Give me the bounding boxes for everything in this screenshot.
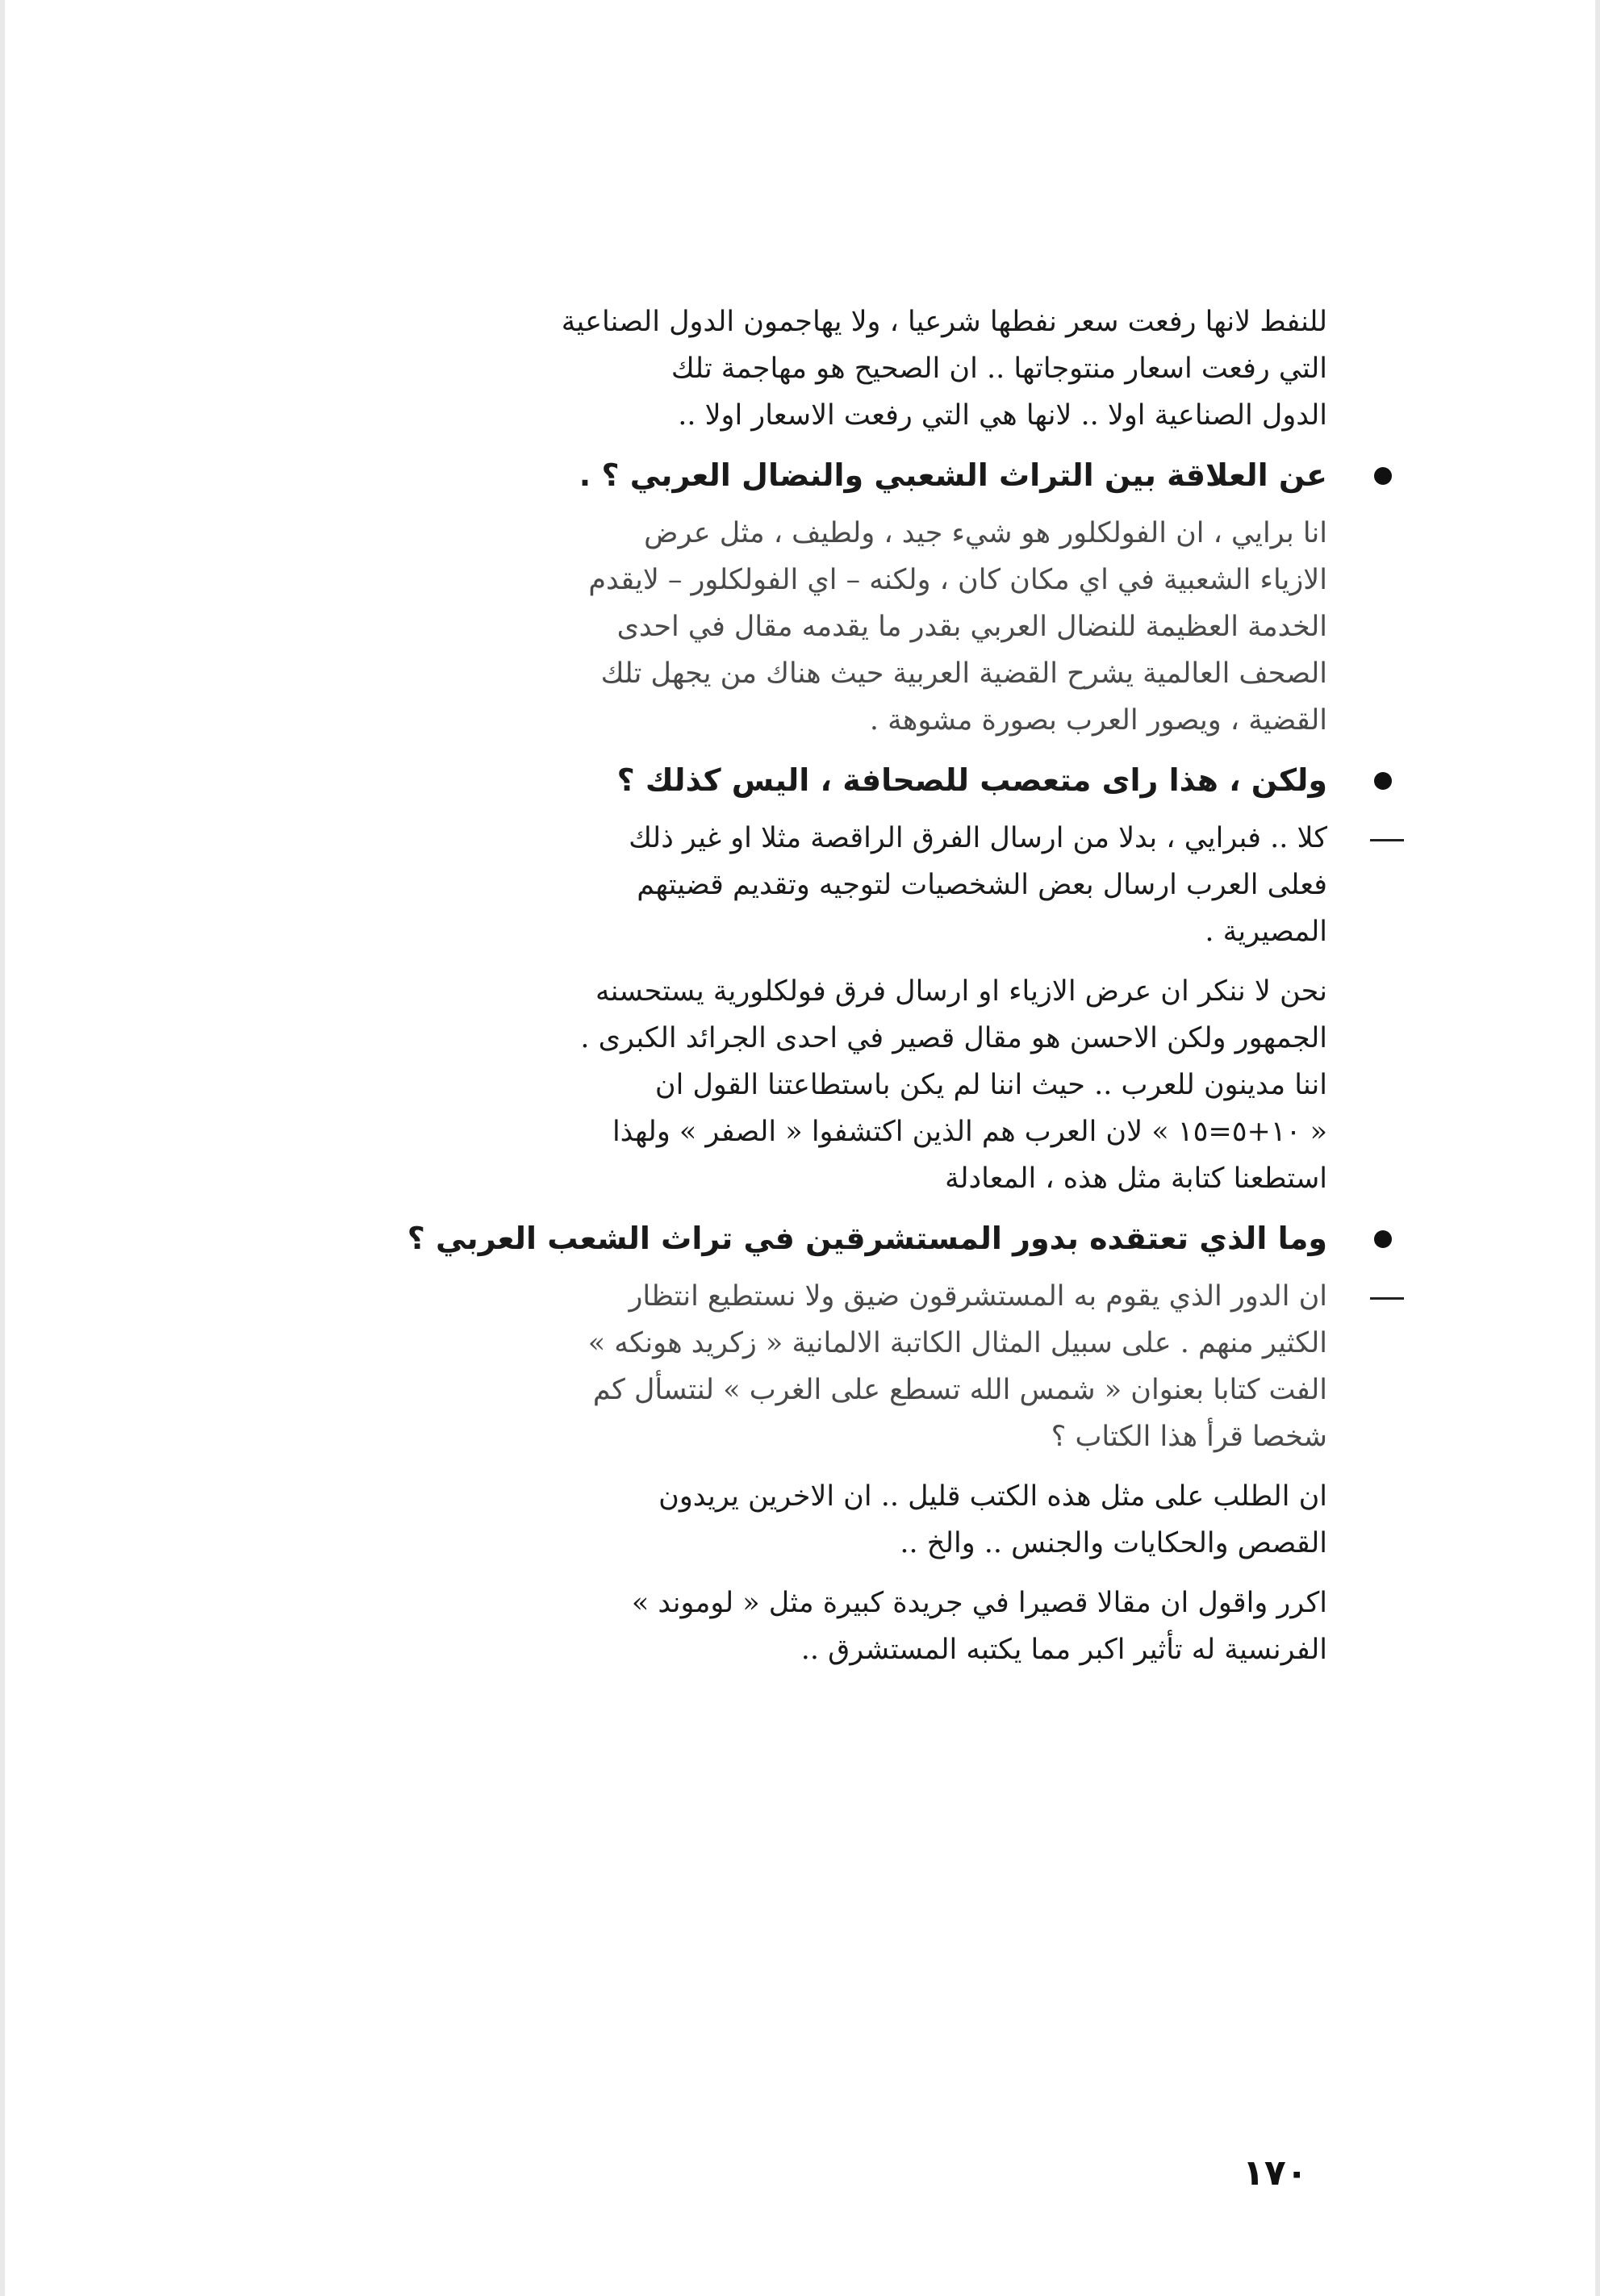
spacer bbox=[274, 1460, 1327, 1473]
question-press bbox=[274, 755, 1327, 805]
page-number: ١٧٠ bbox=[1243, 2152, 1308, 2194]
paragraph-demand: ان الطلب على مثل هذه الكتب قليل .. ان الاخرين يريدون القصص والحكايات والجنس .. والخ .. bbox=[658, 1480, 1327, 1559]
answer-heritage: انا برايي ، ان الفولكلور هو شيء جيد ، ولطيف ، مثل عرض الازياء الشعبية في اي مكان كان ، ولكنه – اي الفولكلور – لايقدم الخدمة العظيمة للنضال العربي بقدر ما يقدمه مقال في احدى الصحف العالمية يشرح القضية العربية حيث هناك من يجهل تلك القضية ، ويصور العرب بصورة مشوهة . bbox=[588, 517, 1327, 737]
paragraph-zero: نحن لا ننكر ان عرض الازياء او ارسال فرق فولكلورية يستحسنه الجمهور ولكن الاحسن هو مقال قصير في احدى الجرائد الكبرى . اننا مدينون للعرب .. حيث اننا لم يكن باستطاعتنا القول ان « ١٠+٥=١٥ » لان العرب هم الذين اكتشفوا « الصفر » ولهذا استطعنا كتابة مثل هذه ، المعادلة bbox=[580, 975, 1327, 1195]
answer-orientalists-block bbox=[274, 1273, 1327, 1460]
scan-edge-left bbox=[0, 0, 5, 2296]
answer-orientalists: ان الدور الذي يقوم به المستشرقون ضيق ولا نستطيع انتظار الكثير منهم . على سبيل المثال الكاتبة الالمانية « زكريد هونكه » الفت كتابا بعنوان « شمس الله تسطع على الغرب » لنتسأل كم شخصا قرأ هذا الكتاب ؟ bbox=[587, 1280, 1327, 1453]
question-orientalists bbox=[274, 1213, 1327, 1263]
page-body bbox=[274, 298, 1327, 1673]
bullet-icon bbox=[1374, 467, 1392, 485]
paragraph-intro: للنفط لانها رفعت سعر نفطها شرعيا ، ولا يهاجمون الدول الصناعية التي رفعت اسعار منتوجاتها .. ان الصحيح هو مهاجمة تلك الدول الصناعية اولا .. لانها هي التي رفعت الاسعار اولا .. bbox=[561, 306, 1327, 432]
question-text: ولكن ، هذا راى متعصب للصحافة ، اليس كذلك ؟ bbox=[616, 762, 1327, 798]
bullet-icon bbox=[1374, 772, 1392, 790]
dash-icon bbox=[1370, 1297, 1404, 1300]
scan-edge-right bbox=[1595, 0, 1600, 2296]
paragraph-lemonde: اكرر واقول ان مقالا قصيرا في جريدة كبيرة مثل « لوموند » الفرنسية له تأثير اكبر مما يكتبه المستشرق .. bbox=[631, 1587, 1327, 1666]
bullet-icon bbox=[1374, 1230, 1392, 1248]
spacer bbox=[274, 1567, 1327, 1580]
answer-press: كلا .. فبرايي ، بدلا من ارسال الفرق الراقصة مثلا او غير ذلك فعلى العرب ارسال بعض الشخصيات لتوجيه وتقديم قضيتهم المصيرية . bbox=[629, 822, 1327, 948]
question-text: عن العلاقة بين التراث الشعبي والنضال العربي ؟ . bbox=[579, 457, 1327, 493]
question-heritage bbox=[274, 450, 1327, 500]
question-text: وما الذي تعتقده بدور المستشرقين في تراث الشعب العربي ؟ bbox=[407, 1221, 1327, 1256]
spacer bbox=[274, 955, 1327, 968]
dash-icon bbox=[1370, 839, 1404, 841]
answer-press-block bbox=[274, 815, 1327, 955]
